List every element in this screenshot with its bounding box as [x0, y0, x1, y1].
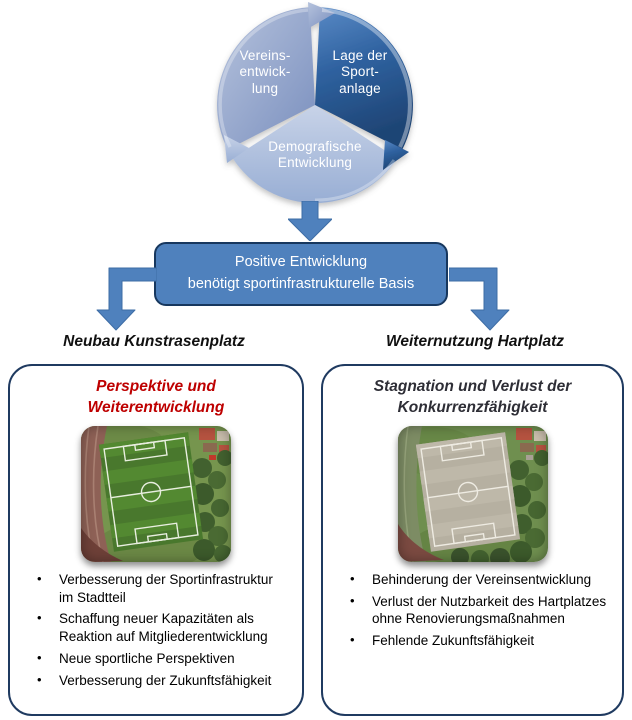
- pie-label-line: anlage: [339, 80, 381, 96]
- aerial-photo-hartplatz: [398, 426, 548, 562]
- panel-heading-hartplatz: [336, 377, 609, 419]
- panel-heading-kunstrasenplatz: [23, 377, 289, 419]
- central-statement-box: [154, 242, 448, 306]
- central-statement-line: benötigt sportinfrastrukturelle Basis: [187, 276, 415, 292]
- pie-label-line: lung: [251, 80, 279, 96]
- elbow-arrow-right: [449, 262, 511, 332]
- bullet-item: • Verbesserung der Sportinfrastruktur im Stadtteil: [31, 571, 289, 607]
- panel-heading-line: Weiterentwicklung: [87, 398, 225, 416]
- aerial-photo-kunstrasenplatz: [81, 426, 231, 562]
- pie-label-line: Demografische: [268, 139, 362, 154]
- pie-label-line: entwick-: [239, 64, 291, 80]
- pie-label-line: Lage der: [332, 48, 388, 63]
- bullet-item: • Verbesserung der Zukunftsfähigkeit: [31, 672, 289, 690]
- cycle-pie-diagram: [205, 2, 425, 212]
- pie-label-demografische-entwicklung: [245, 139, 385, 172]
- cycle-pie-graphic: [205, 2, 425, 212]
- bullet-item: • Verlust der Nutzbarkeit des Hartplatzes ohne Renovierungsmaßnahmen: [344, 593, 609, 629]
- bullet-item: • Schaffung neuer Kapazitäten als Reaktion auf Mitgliederentwicklung: [31, 610, 289, 646]
- down-arrow: [288, 201, 332, 241]
- bullet-list-kunstrasenplatz: [23, 571, 289, 690]
- bullet-item: • Fehlende Zukunftsfähigkeit: [344, 632, 609, 650]
- pie-label-line: Entwicklung: [277, 155, 353, 171]
- bullet-item: • Neue sportliche Perspektiven: [31, 650, 289, 668]
- panel-heading-line: Perspektive und: [96, 378, 216, 395]
- pie-label-line: Sport-: [341, 64, 379, 80]
- panel-kunstrasenplatz: [8, 364, 304, 716]
- elbow-arrow-left: [95, 262, 157, 332]
- panel-heading-line: Stagnation und Verlust der: [373, 378, 572, 395]
- column-title-hartplatz: Weiternutzung Hartplatz: [386, 333, 564, 350]
- bullet-list-hartplatz: [336, 571, 609, 650]
- panel-heading-line: Konkurrenzfähigkeit: [397, 398, 548, 416]
- pie-label-vereinsentwicklung: [221, 48, 309, 97]
- column-title-kunstrasenplatz: Neubau Kunstrasenplatz: [63, 333, 245, 350]
- pie-label-line: Vereins-: [239, 48, 291, 63]
- panel-hartplatz: [321, 364, 624, 716]
- central-statement-line: Positive Entwicklung: [234, 254, 368, 271]
- pie-label-lage-der-sportanlage: [317, 48, 403, 97]
- bullet-item: • Behinderung der Vereinsentwicklung: [344, 571, 609, 589]
